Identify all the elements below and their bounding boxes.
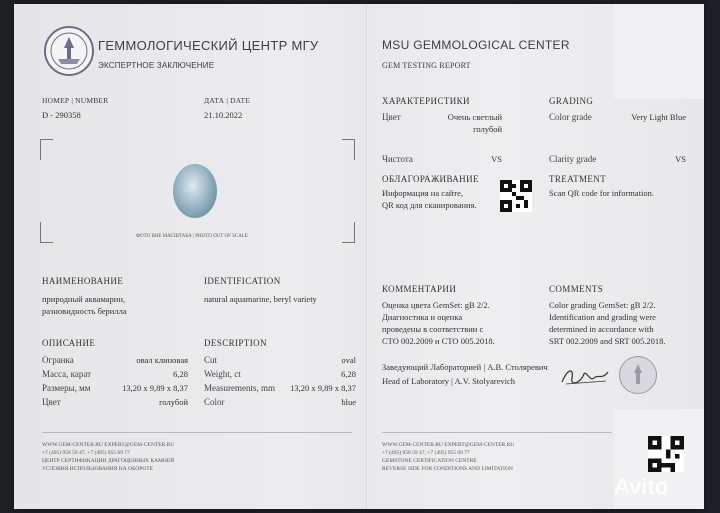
- footer-phone-ru: +7 (495) 958 59 47, +7 (495) 955 69 77: [42, 450, 130, 456]
- comment-ru-line: СТО 002.2009 и СТО 005.2018.: [382, 336, 495, 346]
- color-value-ru-1: Очень светлый: [447, 112, 502, 122]
- frame-corner: [40, 139, 53, 160]
- desc-en-value: oval: [341, 355, 356, 365]
- desc-ru-label: Масса, карат: [42, 369, 92, 379]
- footer-centre-ru: ЦЕНТР СЕРТИФИКАЦИИ ДРАГОЦЕННЫХ КАМНЕЙ: [42, 458, 175, 464]
- lab-stamp: [619, 356, 657, 394]
- desc-ru-label: Огранка: [42, 355, 74, 365]
- treatment-text: Scan QR code for information.: [549, 188, 655, 198]
- comments-label-en: COMMENTS: [549, 284, 604, 294]
- desc-en-label: Measurements, mm: [204, 383, 275, 393]
- head-of-lab-en: Head of Laboratory | A.V. Stolyarevich: [382, 376, 516, 386]
- frame-corner: [40, 222, 53, 243]
- color-value-ru-2: голубой: [473, 124, 502, 134]
- footer-conditions-ru: УСЛОВИЯ ИСПОЛЬЗОВАНИЯ НА ОБОРОТЕ: [42, 466, 154, 472]
- enhancement-label: ОБЛАГОРАЖИВАНИЕ: [382, 174, 479, 184]
- footer-qr-code[interactable]: [648, 436, 684, 472]
- desc-en-value: 6,28: [341, 369, 356, 379]
- desc-en-label: Weight, ct: [204, 369, 241, 379]
- clarity-label-ru: Чистота: [382, 154, 413, 164]
- fold-line: [366, 4, 368, 509]
- date-value: 21.10.2022: [204, 110, 243, 120]
- grading-label: GRADING: [549, 96, 594, 106]
- doc-title-en: GEM TESTING REPORT: [382, 61, 471, 70]
- org-title-en: MSU GEMMOLOGICAL CENTER: [382, 38, 570, 52]
- avito-watermark: Avito: [614, 474, 669, 499]
- desc-ru-label: Размеры, мм: [42, 383, 91, 393]
- frame-corner: [342, 139, 355, 160]
- desc-ru-value: 13,20 x 9,89 x 8,37: [122, 383, 188, 393]
- number-label: НОМЕР | NUMBER: [42, 96, 109, 105]
- clarity-label-en: Clarity grade: [549, 154, 597, 164]
- comment-en-line: Identification and grading were: [549, 312, 656, 322]
- footer-conditions-en: REVERSE SIDE FOR CONDITIONS AND LIMITATION: [382, 466, 513, 472]
- footer-web-ru: WWW.GEM-CENTER.RU EXPERT@GEM-CENTER.RU: [42, 442, 175, 448]
- comment-en-line: SRT 002.2009 and SRT 005.2018.: [549, 336, 666, 346]
- footer-phone-en: +7 (495) 958 59 47, +7 (495) 955 69 77: [382, 450, 470, 456]
- decorative-panel: [614, 4, 704, 99]
- desc-ru-label: Цвет: [42, 397, 61, 407]
- certificate-card: [14, 4, 704, 509]
- aquamarine-photo: [173, 164, 217, 218]
- desc-en-value: blue: [341, 397, 356, 407]
- photo-caption: ФОТО ВНЕ МАСШТАБА | PHOTO OUT OF SCALE: [136, 234, 248, 239]
- treatment-label: TREATMENT: [549, 174, 607, 184]
- head-of-lab-ru: Заведующий Лабораторией | А.В. Столяревич: [382, 362, 548, 372]
- name-label-en: IDENTIFICATION: [204, 276, 281, 286]
- enhancement-text-1: Информация на сайте,: [382, 188, 464, 198]
- desc-en-label: Color: [204, 397, 225, 407]
- name-value-en: natural aquamarine, beryl variety: [204, 294, 317, 304]
- footer-web-en: WWW.GEM-CENTER.RU EXPERT@GEM-CENTER.RU: [382, 442, 515, 448]
- org-title-ru: ГЕММОЛОГИЧЕСКИЙ ЦЕНТР МГУ: [98, 38, 319, 53]
- desc-en-value: 13,20 x 9,89 x 8,37: [290, 383, 356, 393]
- doc-title-ru: ЭКСПЕРТНОЕ ЗАКЛЮЧЕНИЕ: [98, 61, 215, 70]
- name-value-ru-1: природный аквамарин,: [42, 294, 126, 304]
- comments-label-ru: КОММЕНТАРИИ: [382, 284, 457, 294]
- divider: [42, 432, 352, 433]
- msu-logo: [44, 26, 94, 76]
- name-label-ru: НАИМЕНОВАНИЕ: [42, 276, 124, 286]
- clarity-value-en: VS: [675, 154, 686, 164]
- frame-corner: [342, 222, 355, 243]
- enhancement-text-2: QR код для сканирования.: [382, 200, 477, 210]
- comment-ru-line: Диагностика и оценка: [382, 312, 463, 322]
- color-label-ru: Цвет: [382, 112, 401, 122]
- characteristics-label: ХАРАКТЕРИСТИКИ: [382, 96, 470, 106]
- desc-ru-value: голубой: [159, 397, 188, 407]
- desc-ru-value: 6,28: [173, 369, 188, 379]
- clarity-value-ru: VS: [491, 154, 502, 164]
- qr-code[interactable]: [500, 180, 532, 212]
- footer-centre-en: GEMSTONE CERTIFICATION CENTRE: [382, 458, 477, 464]
- color-label-en: Color grade: [549, 112, 592, 122]
- comment-en-line: Color grading GemSet: gB 2/2.: [549, 300, 656, 310]
- number-value: D - 290358: [42, 110, 81, 120]
- signature: [560, 364, 612, 393]
- date-label: ДАТА | DATE: [204, 96, 251, 105]
- comment-ru-line: Оценка цвета GemSet: gB 2/2.: [382, 300, 490, 310]
- desc-label-en: DESCRIPTION: [204, 338, 267, 348]
- color-value-en: Very Light Blue: [631, 112, 686, 122]
- divider: [382, 432, 612, 433]
- comment-ru-line: проведены в соответствии с: [382, 324, 484, 334]
- desc-label-ru: ОПИСАНИЕ: [42, 338, 96, 348]
- name-value-ru-2: разновидность берилла: [42, 306, 127, 316]
- comment-en-line: determined in accordance with: [549, 324, 654, 334]
- desc-ru-value: овал клиновая: [136, 355, 188, 365]
- desc-en-label: Cut: [204, 355, 218, 365]
